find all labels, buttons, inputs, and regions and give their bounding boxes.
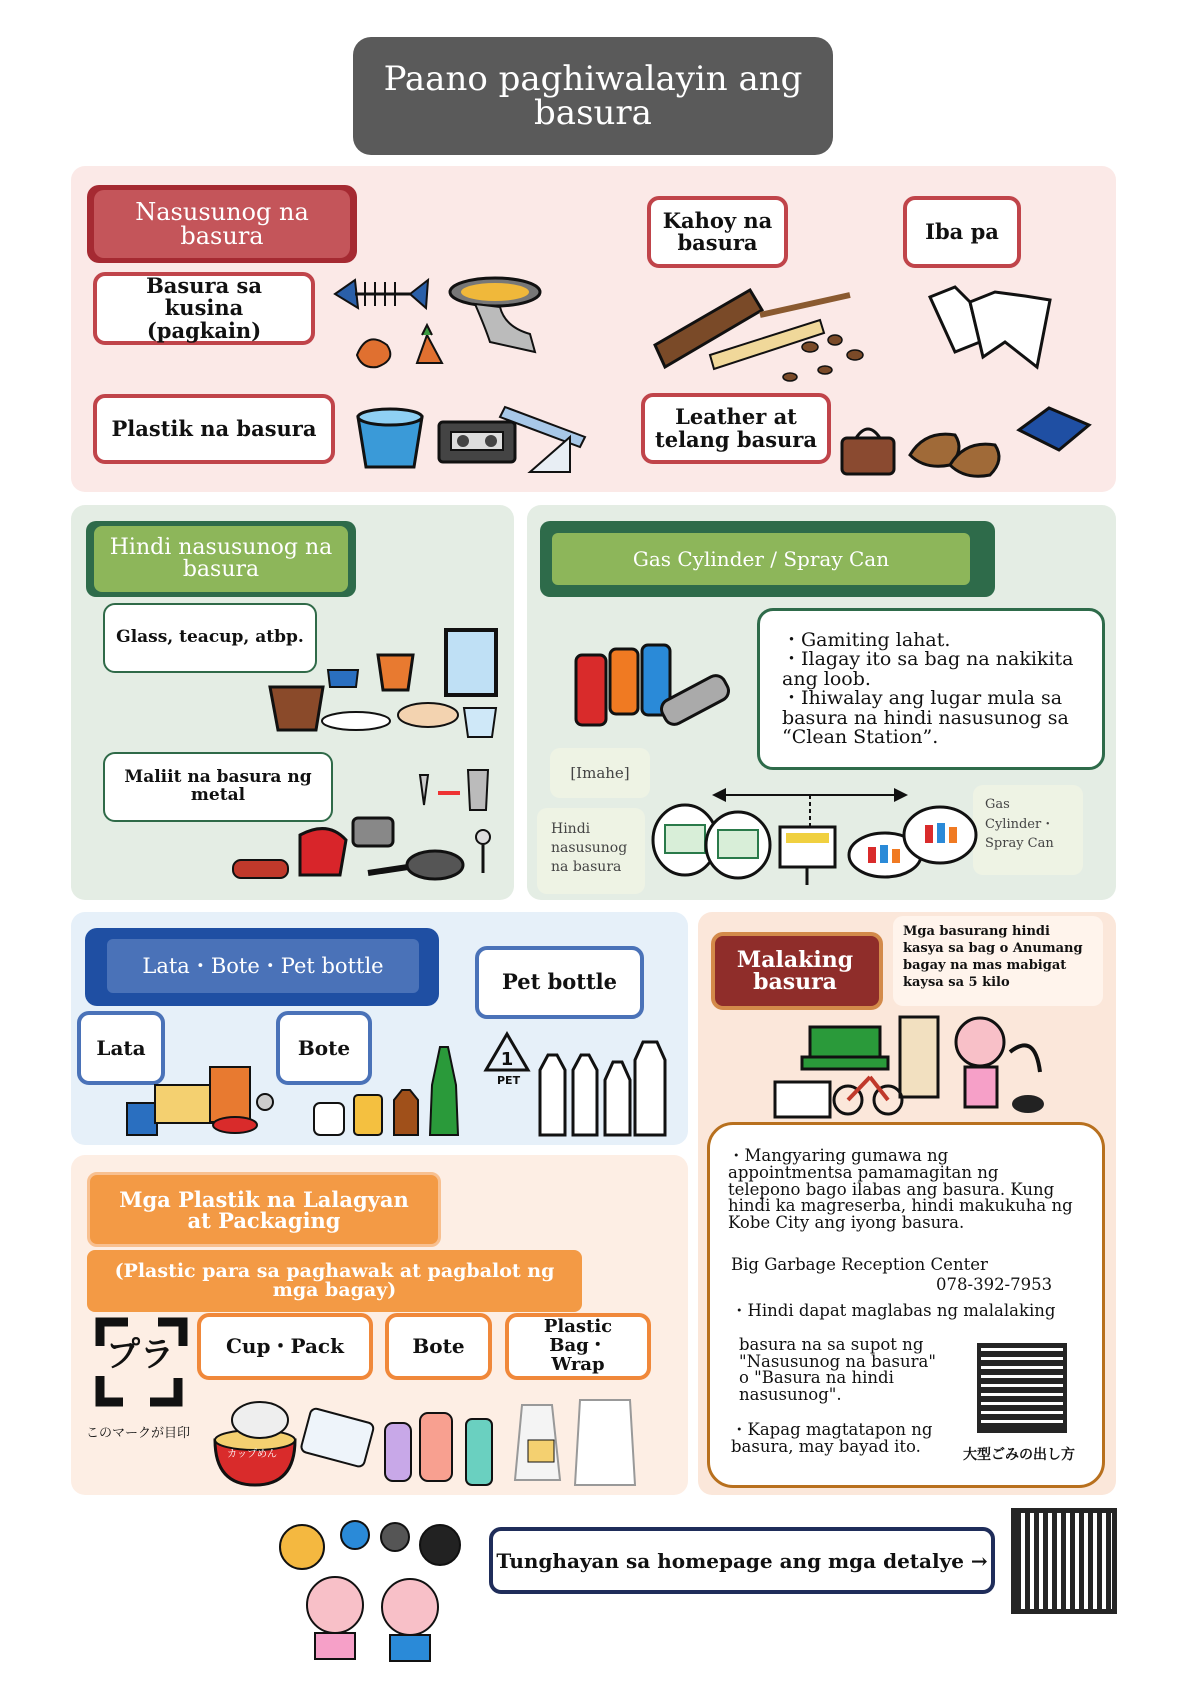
leather-cloth-label: Leather at telang basura <box>641 393 831 464</box>
big-fee-text: ・Kapag magtatapon ng basura, may bayad ito. <box>731 1420 933 1456</box>
gas-header-label: Gas Cylinder / Spray Can <box>552 533 970 585</box>
big-rule-continued: basura na sa supot ng "Nasusunog na basura" o "Basura na hindi nasusunog". <box>739 1335 936 1404</box>
reception-phone: 078-392-7953 <box>936 1275 1053 1294</box>
bucket-icon <box>350 405 432 475</box>
mascots-icon <box>270 1505 485 1665</box>
ruler-icon <box>500 402 590 477</box>
gas-bullet-3: ・Ihiwalay ang lugar mula sa basura na hindi nasusunog sa “Clean Station”. <box>782 687 1069 748</box>
pottery-glass-icon <box>268 625 508 740</box>
glass-teacup-label: Glass, teacup, atbp. <box>103 603 317 673</box>
can-label: Lata <box>77 1011 165 1085</box>
big-header-label: Malaking basura <box>736 947 854 995</box>
clothes-icon <box>925 282 1055 372</box>
frying-pan-icon <box>445 272 555 362</box>
pla-recycle-mark-icon <box>88 1316 190 1408</box>
pet-bottles-icon <box>535 1040 670 1140</box>
homepage-qr-code[interactable] <box>1011 1508 1117 1614</box>
image-label: [Imahe] <box>550 748 650 798</box>
plastics-header: Mga Plastik na Lalagyan at Packaging <box>87 1172 441 1247</box>
pet-mark-text: PET <box>497 1074 521 1087</box>
burnable-header-label: Nasusunog na basura <box>94 190 350 258</box>
plastics-subheader: (Plastic para sa paghawak at pagbalot ng mga bagay) <box>87 1250 582 1312</box>
cup-pack-label: Cup・Pack <box>197 1313 373 1380</box>
pet-bottle-label: Pet bottle <box>475 946 644 1019</box>
big-guide-qr-code[interactable] <box>977 1343 1067 1433</box>
nonburnable-caption: Hindi nasusunog na basura <box>537 808 645 894</box>
wood-waste-label: Kahoy na basura <box>647 196 788 268</box>
svg-text:1: 1 <box>500 1049 514 1070</box>
large-items-icon <box>770 1012 1050 1117</box>
gas-bullet-1: ・Gamiting lahat. <box>782 629 951 651</box>
plastic-containers-icon <box>210 1395 640 1490</box>
bag-icon <box>838 420 898 480</box>
mark-caption: このマークが目印 <box>86 1426 191 1441</box>
cans-header-label: Lata・Bote・Pet bottle <box>107 939 419 993</box>
gas-instructions <box>757 608 1105 770</box>
gas-caption: Gas Cylinder・Spray Can <box>973 785 1083 875</box>
fish-bone-icon <box>330 272 430 322</box>
big-appointment-text: ・Mangyaring gumawa ng appointmentsa pamamagitan ng telepono bago ilabas ang basura. Kung hindi ka magreserba, hindi makukuha ng Kobe City ang iyong basura. <box>728 1146 1073 1233</box>
cloth-bag-icon <box>1014 405 1094 453</box>
glass-bottles-icon <box>312 1045 472 1140</box>
qr-caption: 大型ごみの出し方 <box>963 1447 1075 1463</box>
metal-items-icon <box>228 765 503 887</box>
nonburnable-header-label: Hindi nasusunog na basura <box>94 526 348 592</box>
wood-pieces-icon <box>650 285 870 385</box>
cans-icon <box>125 1055 275 1140</box>
cup-noodle-label: カップめん <box>227 1449 277 1460</box>
vegetable-scraps-icon <box>352 325 452 370</box>
pla-mark-text: プラ <box>106 1335 174 1375</box>
others-label: Iba pa <box>903 196 1021 268</box>
spray-cans-icon <box>570 635 735 730</box>
page-title: Paano paghiwalayin ang basura <box>353 37 833 155</box>
plastic-waste-label: Plastik na basura <box>93 394 335 464</box>
shoes-icon <box>905 420 1010 480</box>
homepage-link[interactable]: Tunghayan sa homepage ang mga detalye → <box>489 1527 995 1594</box>
clean-station-diagram <box>650 775 980 895</box>
big-rule-text: ・Hindi dapat maglabas ng malalaking <box>731 1301 1056 1320</box>
small-metal-label: Maliit na basura ng metal <box>103 752 333 822</box>
reception-center-name: Big Garbage Reception Center <box>731 1255 988 1274</box>
kitchen-waste-label: Basura sa kusina (pagkain) <box>93 272 315 345</box>
gas-bullet-2: ・Ilagay ito sa bag na nakikita ang loob. <box>782 648 1074 690</box>
big-definition-note: Mga basurang hindi kasya sa bag o Anumang bagay na mas mabigat kaysa sa 5 kilo <box>893 916 1103 1006</box>
plastic-bag-wrap-label: Plastic Bag・Wrap <box>505 1313 651 1380</box>
plastic-bottle-label: Bote <box>385 1313 492 1380</box>
bottle-label: Bote <box>276 1011 372 1085</box>
